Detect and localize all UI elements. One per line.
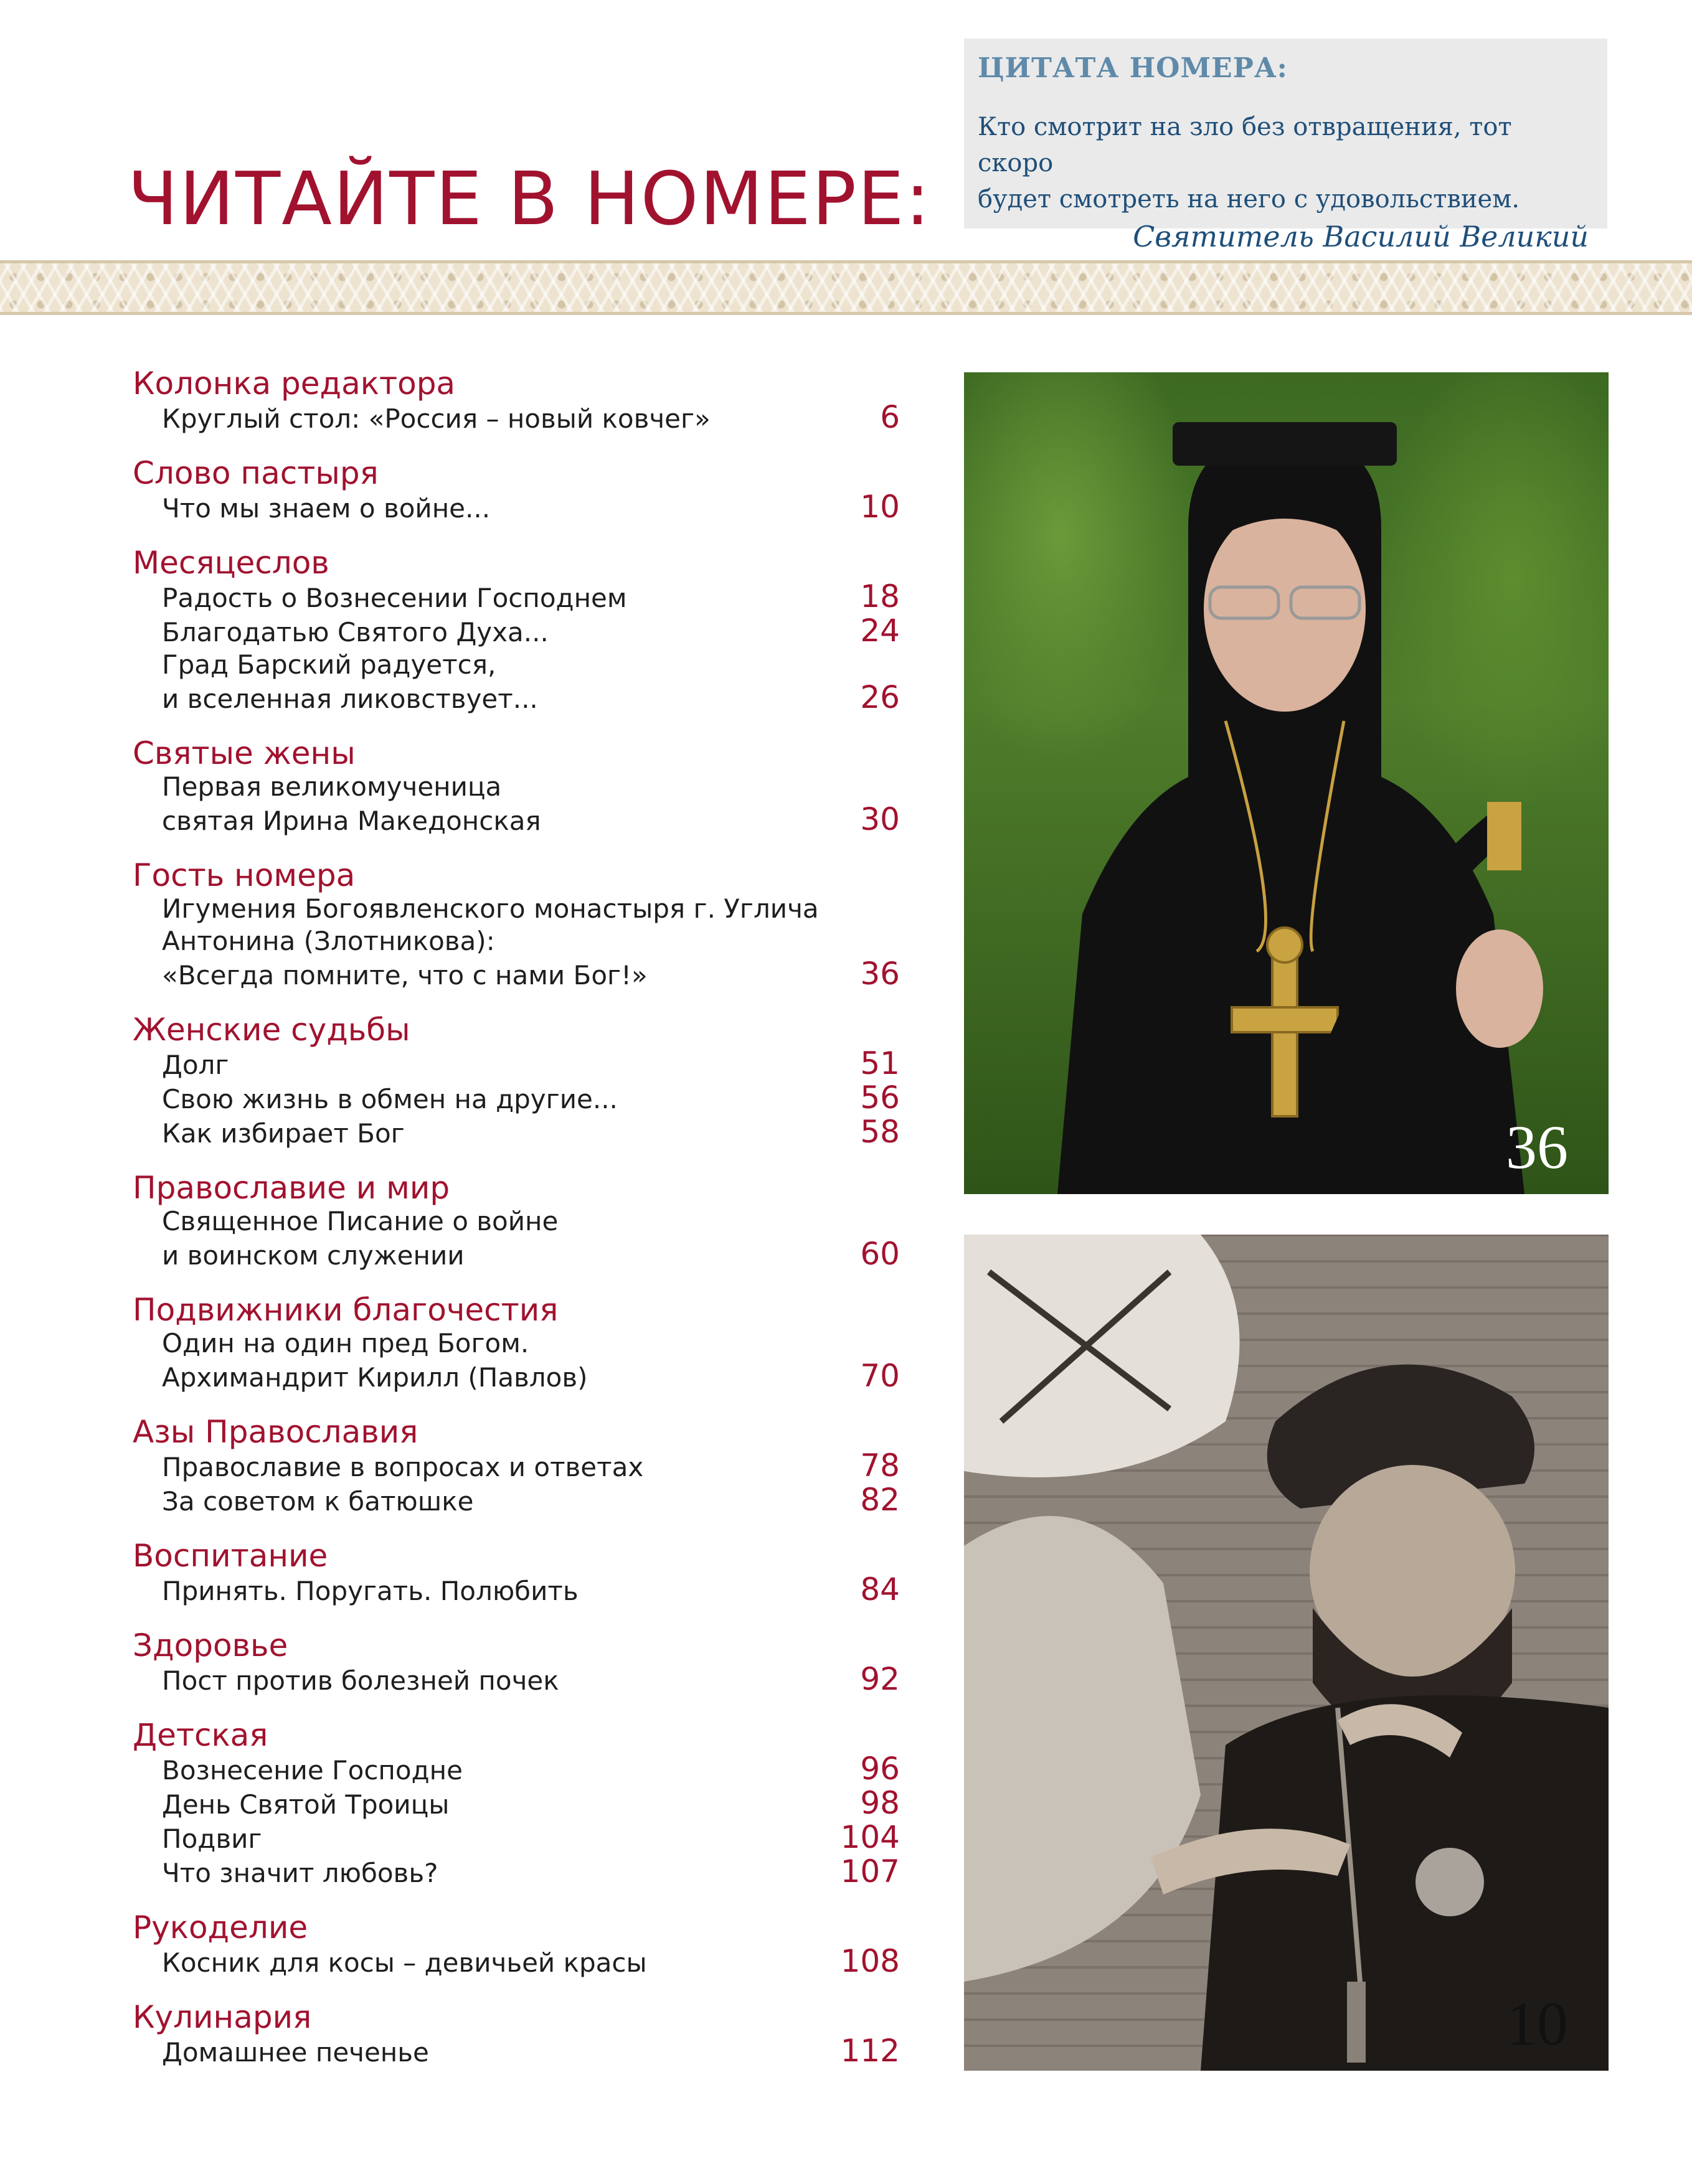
toc-entry [133,958,900,992]
toc-entry-title: Долг [162,1050,229,1080]
toc-section [133,366,900,435]
toc-entry [133,1449,900,1484]
toc-entry-title: Архимандрит Кирилл (Павлов) [162,1362,588,1393]
toc-entry-title: Что мы знаем о войне... [162,493,491,524]
photo-page-label: 10 [1506,1989,1568,2058]
toc-section [133,1718,900,1890]
toc-section-title: Слово пастыря [133,455,379,491]
toc-entry-title: Град Барский радуется, [162,649,496,680]
toc-entry-page: 24 [860,613,900,649]
toc-entry [133,1360,900,1394]
toc-entry [133,1855,900,1890]
toc-entry-page: 18 [860,578,900,614]
toc-entry [133,1484,900,1518]
toc-entry [133,649,900,681]
toc-entry [133,803,900,837]
toc-entry-page: 58 [860,1114,900,1150]
toc-entry [133,1787,900,1821]
table-of-contents [133,366,900,2089]
toc-entry-title: Вознесение Господне [162,1755,463,1786]
quote-line: Кто смотрит на зло без отвращения, тот скоро [978,113,1512,177]
toc-entry-title: Пост против болезней почек [162,1665,559,1696]
toc-section [133,1414,900,1518]
quote-box [964,39,1607,253]
toc-entry-page: 60 [860,1236,900,1272]
toc-section [133,1538,900,1607]
toc-section [133,858,900,992]
toc-entry [133,614,900,649]
toc-entry-title: святая Ирина Македонская [162,806,541,836]
toc-entry [133,1753,900,1787]
toc-entry-page: 70 [860,1358,900,1394]
toc-entry [133,401,900,435]
toc-section-title: Подвижники благочестия [133,1292,559,1328]
toc-entry-title: и воинском служении [162,1240,465,1271]
toc-entry [133,1116,900,1150]
toc-section [133,1012,900,1150]
toc-entry [133,1205,900,1238]
abbess-illustration [964,372,1609,1194]
abbess-photo [964,372,1609,1194]
toc-entry-title: Что значит любовь? [162,1858,438,1888]
toc-entry-title: За советом к батюшке [162,1486,474,1517]
toc-entry-title: Круглый стол: «Россия – новый ковчег» [162,403,711,434]
toc-entry-title: Игумения Богоявленского монастыря г. Углича [162,893,819,924]
toc-entry-title: Свою жизнь в обмен на другие... [162,1084,618,1114]
toc-section [133,545,900,715]
toc-entry-title: и вселенная ликовствует... [162,684,538,714]
toc-entry [133,2035,900,2069]
toc-entry-page: 98 [860,1785,900,1821]
toc-entry-title: Радость о Вознесении Господнем [162,583,627,613]
elder-photo [964,1235,1609,2071]
toc-entry-title: Православие в вопросах и ответах [162,1452,644,1482]
toc-section [133,736,900,837]
toc-section-title: Женские судьбы [133,1012,410,1048]
toc-entry-title: День Святой Троицы [162,1789,450,1820]
toc-section-title: Кулинария [133,1999,312,2035]
toc-entry-title: Домашнее печенье [162,2037,429,2068]
toc-entry-page: 84 [860,1571,900,1607]
toc-entry-page: 112 [840,2033,900,2069]
toc-section [133,1170,900,1272]
toc-entry-page: 51 [860,1045,900,1081]
toc-entry [133,925,900,958]
toc-entry-page: 26 [860,679,900,715]
toc-section-title: Воспитание [133,1538,328,1574]
toc-entry [133,1821,900,1855]
toc-entry-page: 56 [860,1080,900,1116]
toc-entry-page: 96 [860,1751,900,1787]
toc-section [133,1292,900,1394]
photo-page-label: 36 [1506,1113,1568,1182]
toc-section-title: Здоровье [133,1627,288,1664]
toc-entry [133,1945,900,1979]
toc-entry-page: 10 [860,489,900,525]
toc-entry [133,771,900,803]
toc-entry-title: Подвиг [162,1824,262,1854]
toc-entry-title: Один на один пред Богом. [162,1328,529,1358]
toc-entry-page: 104 [840,1819,900,1855]
quote-line: будет смотреть на него с удовольствием. [978,185,1520,214]
toc-entry [133,681,900,715]
quote-author: Святитель Василий Великий [1133,220,1589,253]
toc-entry [133,1047,900,1081]
page-title: ЧИТАЙТЕ В НОМЕРЕ: [128,156,932,242]
toc-section-title: Азы Православия [133,1414,418,1450]
toc-entry-title: Священное Писание о войне [162,1206,559,1236]
toc-entry-title: Принять. Поругать. Полюбить [162,1576,579,1606]
toc-entry [133,580,900,614]
toc-entry-page: 108 [840,1943,900,1979]
toc-section-title: Православие и мир [133,1170,450,1206]
toc-entry-title: Как избирает Бог [162,1118,405,1149]
toc-entry [133,1663,900,1697]
toc-section [133,456,900,525]
toc-entry [133,893,900,925]
toc-section [133,1628,900,1697]
toc-entry [133,1327,900,1360]
toc-entry-page: 78 [860,1447,900,1484]
toc-entry-page: 6 [880,399,900,435]
toc-entry [133,1081,900,1116]
toc-entry-page: 82 [860,1482,900,1518]
quote-text [978,109,1589,217]
toc-entry-title: Благодатью Святого Духа... [162,617,549,647]
toc-entry [133,1573,900,1607]
toc-entry-page: 36 [860,956,900,992]
toc-entry-page: 30 [860,801,900,837]
toc-section [133,2000,900,2069]
toc-section-title: Колонка редактора [133,365,456,402]
toc-entry-title: Антонина (Злотникова): [162,926,495,956]
toc-entry-page: 107 [840,1853,900,1890]
toc-section-title: Детская [133,1717,268,1753]
toc-section-title: Гость номера [133,857,356,893]
toc-entry-page: 92 [860,1661,900,1697]
toc-section-title: Месяцеслов [133,545,329,581]
quote-heading: ЦИТАТА НОМЕРА: [978,52,1288,84]
toc-entry-title: Первая великомученица [162,771,502,802]
elder-illustration [964,1235,1609,2071]
toc-entry-title: «Всегда помните, что с нами Бог!» [162,960,648,991]
toc-section-title: Святые жены [133,735,356,771]
toc-section [133,1910,900,1979]
toc-entry-title: Косник для косы – девичьей красы [162,1947,647,1978]
toc-entry [133,1238,900,1272]
toc-entry [133,491,900,525]
ornament-divider [0,260,1692,315]
toc-section-title: Рукоделие [133,1909,308,1946]
